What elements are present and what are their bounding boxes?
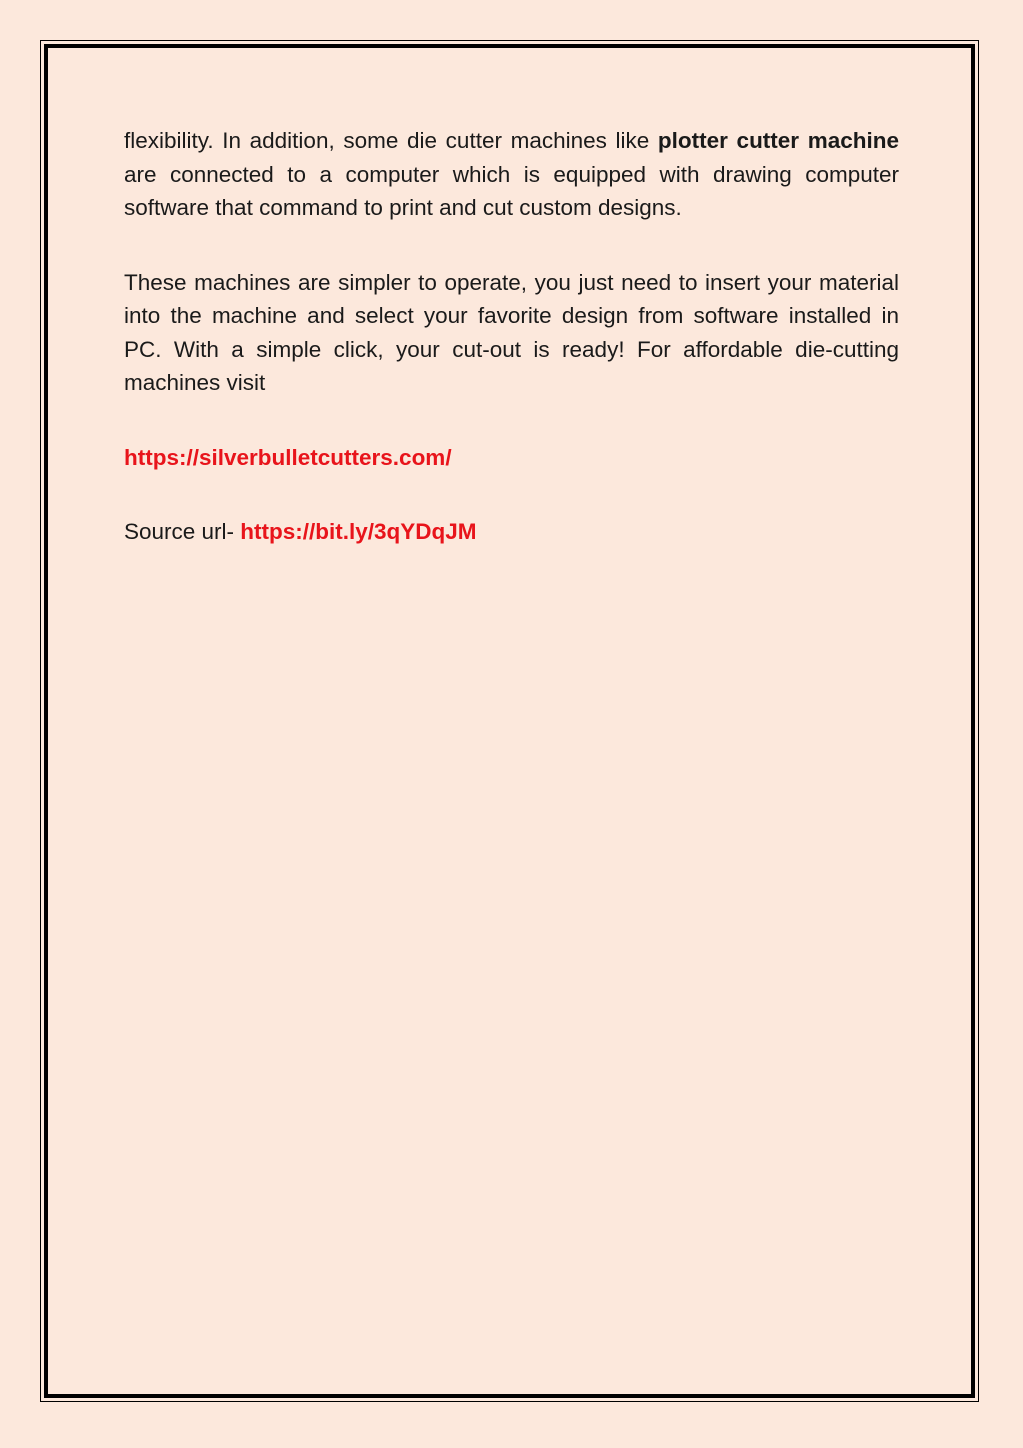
website-link-line bbox=[124, 441, 899, 475]
paragraph-1-text-end: are connected to a computer which is equipped with drawing computer software that command to print and cut custom designs. bbox=[124, 161, 899, 220]
source-url-line bbox=[124, 515, 899, 549]
source-url-link[interactable]: https://bit.ly/3qYDqJM bbox=[240, 519, 477, 544]
paragraph-2: These machines are simpler to operate, you just need to insert your material into the machine and select your favorite design from software installed in PC. With a simple click, your cut-out is ready! For affordable die-cutting machines visit bbox=[124, 269, 899, 395]
paragraph-1-text-start: flexibility. In addition, some die cutter machines like bbox=[124, 128, 658, 153]
website-link[interactable]: https://silverbulletcutters.com/ bbox=[124, 444, 452, 470]
document-body bbox=[124, 124, 899, 590]
plotter-cutter-machine-term: plotter cutter machine bbox=[657, 128, 899, 153]
source-url-label: Source url- bbox=[124, 519, 241, 544]
paragraph-1 bbox=[124, 124, 899, 225]
